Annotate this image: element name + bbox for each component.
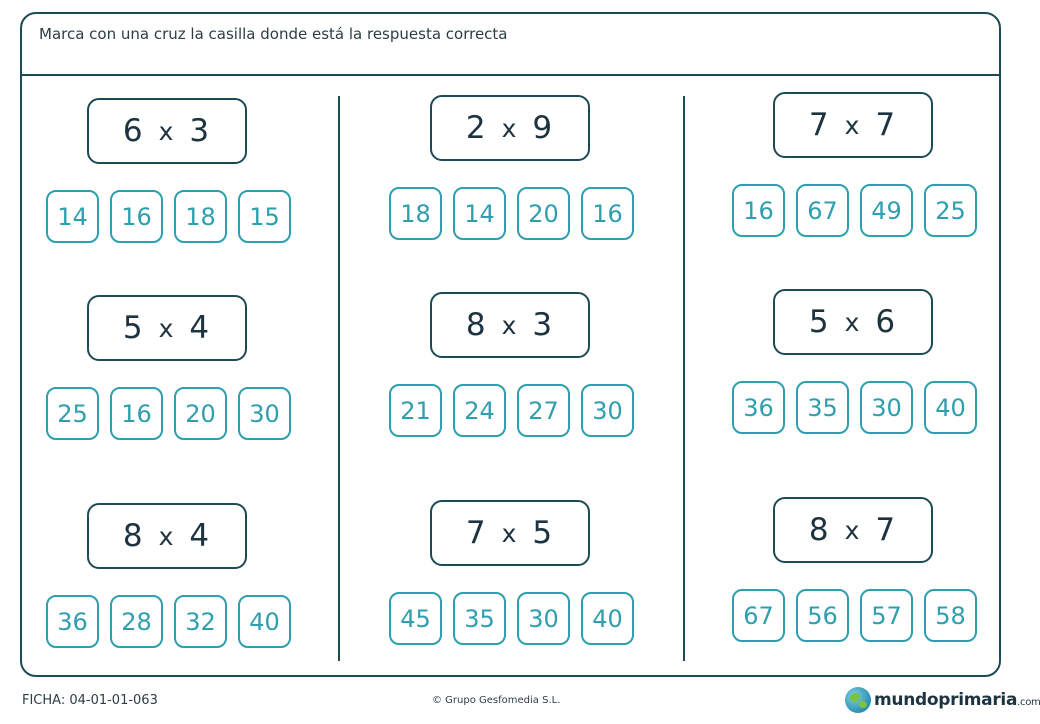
operator: x [158,521,176,551]
operator: x [158,313,176,343]
problem-box [773,92,933,158]
logo-domain: .com [1017,697,1040,708]
worksheet-code: FICHA: 04-01-01-063 [22,693,158,708]
factor-b: 3 [189,113,212,149]
answer-box[interactable]: 58 [924,589,977,642]
factor-a: 8 [808,512,831,548]
mundoprimaria-logo [845,687,1040,713]
factor-a: 6 [122,113,145,149]
problem-box [773,497,933,563]
problem-box [430,500,590,566]
factor-a: 5 [122,310,145,346]
answer-box[interactable]: 21 [389,384,442,437]
answer-box[interactable]: 27 [517,384,570,437]
answer-box[interactable]: 16 [110,387,163,440]
answer-box[interactable]: 67 [796,184,849,237]
answer-box[interactable]: 16 [581,187,634,240]
instruction-text: Marca con una cruz la casilla donde está la respuesta correcta [39,25,508,43]
column-divider-left [338,96,340,661]
answer-box[interactable]: 36 [732,381,785,434]
answer-box[interactable]: 16 [110,190,163,243]
operator: x [844,110,862,140]
answer-box[interactable]: 36 [46,595,99,648]
answer-options [389,384,634,437]
answer-box[interactable]: 25 [924,184,977,237]
answer-options [732,381,977,434]
answer-box[interactable]: 40 [238,595,291,648]
answer-options [46,387,291,440]
factor-b: 6 [875,304,898,340]
factor-b: 3 [532,307,555,343]
answer-options [732,184,977,237]
column-divider-right [683,96,685,661]
factor-a: 8 [122,518,145,554]
answer-box[interactable]: 30 [517,592,570,645]
answer-box[interactable]: 30 [860,381,913,434]
answer-box[interactable]: 25 [46,387,99,440]
answer-box[interactable]: 16 [732,184,785,237]
factor-a: 8 [465,307,488,343]
factor-b: 7 [875,107,898,143]
answer-box[interactable]: 30 [581,384,634,437]
answer-box[interactable]: 28 [110,595,163,648]
factor-b: 5 [532,515,555,551]
operator: x [501,518,519,548]
answer-box[interactable]: 35 [453,592,506,645]
answer-box[interactable]: 40 [581,592,634,645]
answer-box[interactable]: 57 [860,589,913,642]
operator: x [501,310,519,340]
answer-box[interactable]: 20 [517,187,570,240]
answer-box[interactable]: 56 [796,589,849,642]
answer-box[interactable]: 30 [238,387,291,440]
factor-a: 5 [808,304,831,340]
problem-box [87,503,247,569]
answer-box[interactable]: 20 [174,387,227,440]
answer-box[interactable]: 14 [453,187,506,240]
logo-name: mundoprimaria [874,690,1018,710]
answer-box[interactable]: 49 [860,184,913,237]
answer-box[interactable]: 67 [732,589,785,642]
factor-a: 7 [808,107,831,143]
problem-box [430,95,590,161]
worksheet-header [22,14,999,76]
answer-options [46,190,291,243]
operator: x [844,307,862,337]
answer-options [389,187,634,240]
answer-box[interactable]: 24 [453,384,506,437]
problem-box [87,295,247,361]
answer-box[interactable]: 14 [46,190,99,243]
answer-options [46,595,291,648]
factor-a: 7 [465,515,488,551]
answer-box[interactable]: 18 [389,187,442,240]
answer-box[interactable]: 40 [924,381,977,434]
operator: x [844,515,862,545]
answer-options [732,589,977,642]
problem-box [430,292,590,358]
factor-b: 4 [189,310,212,346]
factor-b: 7 [875,512,898,548]
factor-b: 4 [189,518,212,554]
operator: x [501,113,519,143]
answer-box[interactable]: 32 [174,595,227,648]
problem-box [87,98,247,164]
answer-box[interactable]: 15 [238,190,291,243]
factor-b: 9 [532,110,555,146]
copyright-text: © Grupo Gesfomedia S.L. [432,695,561,706]
problem-box [773,289,933,355]
answer-options [389,592,634,645]
factor-a: 2 [465,110,488,146]
answer-box[interactable]: 45 [389,592,442,645]
globe-icon [845,687,871,713]
operator: x [158,116,176,146]
answer-box[interactable]: 18 [174,190,227,243]
answer-box[interactable]: 35 [796,381,849,434]
